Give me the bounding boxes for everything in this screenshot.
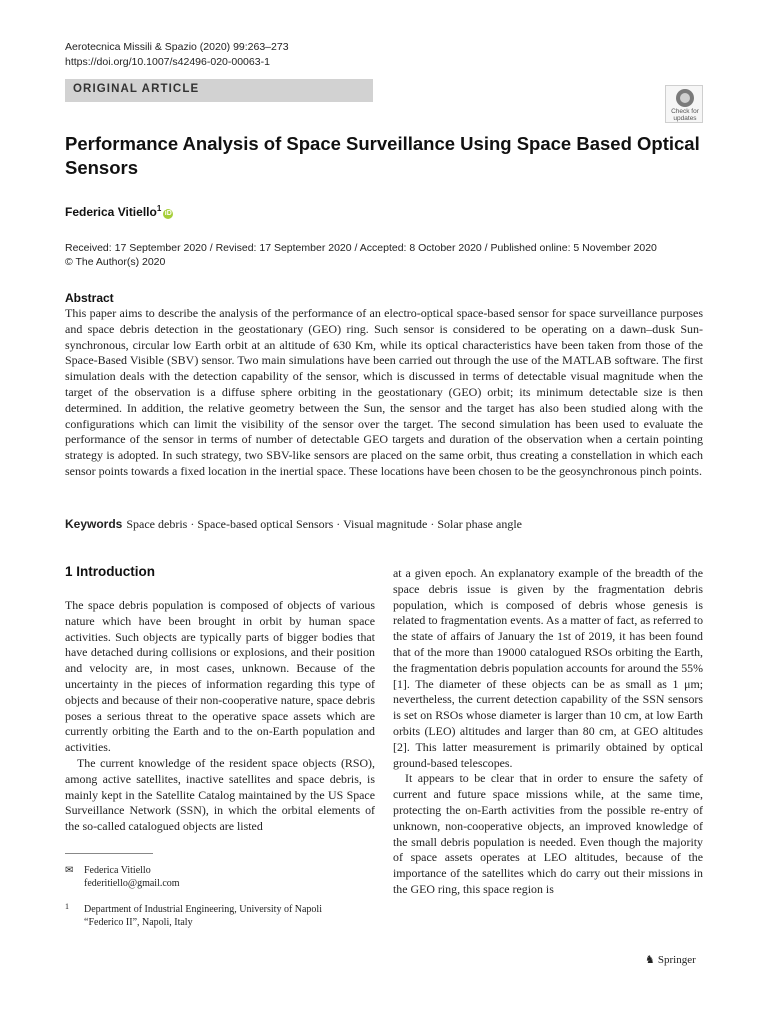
envelope-icon: ✉ [65, 865, 74, 876]
affiliation-number: 1 [65, 902, 69, 911]
intro-paragraph-2: The current knowledge of the resident space objects (RSO), among active satellites, inactive satellites and space debris, is mainly kept in the Satellite Catalog maintained by the US Space Surveillance Network (SSN), in which the orbital elements of the so-called catalogued objects are listed [65, 755, 375, 834]
springer-horse-icon: ♞ [645, 954, 655, 966]
keywords-line [65, 517, 705, 532]
intro-paragraph-3: at a given epoch. An explanatory example of the breadth of the space debris issue is given by the fragmentation debris population, which is composed of debris whose genesis is related to fragmentation events. As a matter of fact, as referred to the state of affairs of January the 1st of 2019, it has been found that of the more than 19000 catalogued RSOs orbiting the Earth, the fragmentation debris population accounts for around the 55% [1]. The diameter of these objects can be as small as 1 μm; nevertheless, the current detection capability of the SSN sensors is set on RSOs whose diameter is larger than 10 cm, at low Earth orbits (LEO) altitudes and larger than 80 cm, at GEO altitudes [2]. This latter measurement is primarily obtained by optical ground-based telescopes. [393, 566, 704, 770]
abstract-heading: Abstract [65, 291, 114, 305]
doi-link[interactable]: https://doi.org/10.1007/s42496-020-00063-1 [65, 56, 270, 68]
check-updates-icon [676, 89, 694, 107]
check-for-updates-badge[interactable] [665, 85, 703, 123]
author-name[interactable]: Federica Vitiello [65, 205, 157, 219]
right-column [393, 566, 703, 898]
keywords-label: Keywords [65, 517, 123, 531]
article-type-label: ORIGINAL ARTICLE [73, 83, 200, 95]
contact-name: Federica Vitiello [84, 865, 151, 876]
date-history: Received: 17 September 2020 / Revised: 17 September 2020 / Accepted: 8 October 2020 / Published online: 5 November 2020 [65, 242, 657, 254]
left-column [65, 598, 375, 835]
keywords-text: Space debris · Space-based optical Sensors · Visual magnitude · Solar phase angle [126, 517, 522, 531]
abstract-text: This paper aims to describe the analysis of the performance of an electro-optical space-based sensor for space surveillance purposes and space debris detection in the geostationary (GEO) ring. Such sensor is considered to be operating on a dawn–dusk Sun-synchronous, circular low Earth orbit at an altitude of 630 Km, while its optical characteristics have been taken from those of the Space-Based Visible (SBV) sensor. Two main simulations have been carried out through the use of the MATLAB software. The first simulation deals with the detection capability of the sensor, which is discussed in terms of detectable visual magnitude when the target of the observation is a diffuse sphere orbiting in the geostationary (GEO) orbit; its minimum detectable size is then determined. In addition, the relative geometry between the Sun, the sensor and the target has also been studied along with the configurations which can limit the visibility of the sensor over the target. The second simulation has been used to evaluate the performance of the sensor in terms of number of detectable GEO targets and duration of the observation when a certain pointing strategy is adopted. In such strategy, two SBV-like sensors are placed on the same orbit, thus creating a constellation in which each sensor points towards a fixed location in the inertial space. These locations have been chosen to be the geosynchronous pinch points. [65, 306, 703, 478]
intro-paragraph-1: The space debris population is composed of objects of various nature which have been brought in orbit by human space activities. Such objects are typically parts of bigger bodies that have detached during collisions or explosions, and their position and velocity are, in most cases, unknown. Because of the uncertainty in the pieces of information regarding this type of objects and because of their non-cooperative nature, space debris poses a serious threat to the operative space assets which are currently orbiting the Earth and to the on-Earth population and activities. [65, 598, 375, 755]
footnote-divider [65, 853, 153, 854]
author-line [65, 204, 173, 219]
orcid-icon[interactable]: iD [164, 210, 172, 217]
article-type-banner [65, 79, 373, 102]
check-updates-line1: Check for [671, 108, 699, 115]
affiliation-line-1: Department of Industrial Engineering, University of Napoli [84, 904, 322, 915]
publisher-mark [645, 953, 696, 966]
publisher-name: Springer [657, 954, 696, 966]
introduction-heading: 1 Introduction [65, 564, 155, 579]
check-updates-line2: updates [673, 115, 697, 122]
journal-info [65, 40, 289, 70]
contact-email[interactable]: federitiello@gmail.com [84, 878, 180, 889]
intro-paragraph-4: It appears to be clear that in order to ensure the safety of current and future space missions while, at the same time, protecting the on-Earth activities from the possible re-entry of unknown, non-cooperative objects, an improved knowledge of the small debris population is needed. Even though the majority of space assets operates at LEO altitudes, because of the importance of the satellites which do carry out their missions in the GEO ring, this space region is [393, 771, 703, 896]
affiliation-line-2: “Federico II”, Napoli, Italy [84, 917, 193, 928]
paper-title: Performance Analysis of Space Surveillance Using Space Based Optical Sensors [65, 133, 700, 178]
journal-citation: Aerotecnica Missili & Spazio (2020) 99:263–273 [65, 41, 289, 53]
publication-dates [65, 241, 657, 269]
copyright-line: © The Author(s) 2020 [65, 256, 166, 268]
author-affiliation-mark: 1 [156, 204, 162, 213]
